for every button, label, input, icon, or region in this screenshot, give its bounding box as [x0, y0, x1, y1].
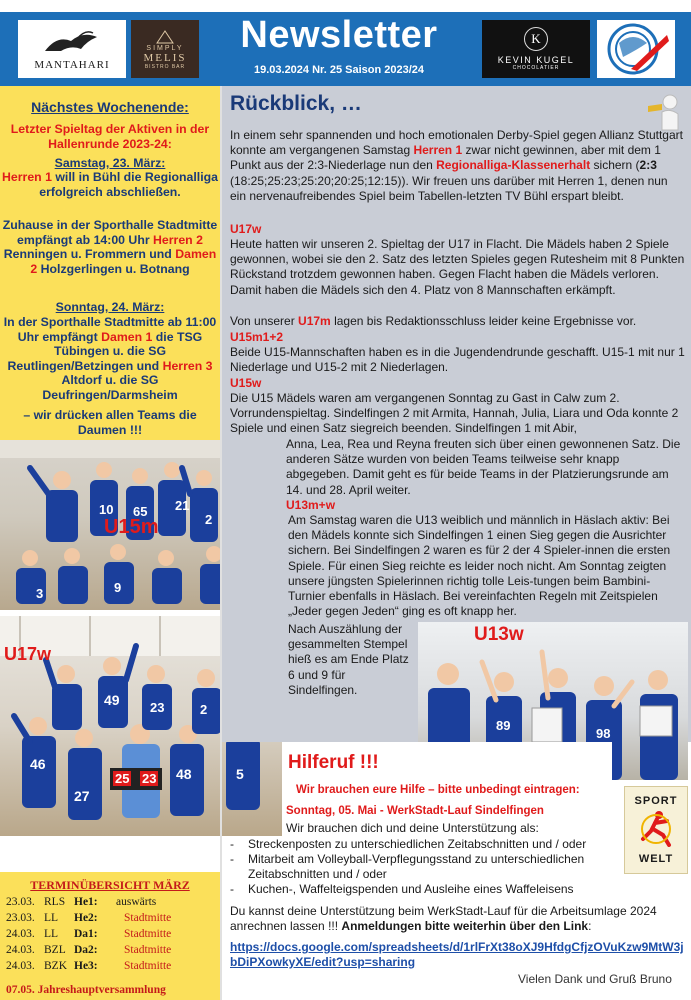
schedule-date: 24.03.	[6, 928, 35, 940]
herren2-label: Herren 2	[153, 232, 203, 247]
sport-logo-bottom: WELT	[638, 853, 674, 865]
newsletter-header	[0, 12, 691, 86]
score-card: 25	[115, 771, 130, 786]
jersey-number: 3	[36, 586, 44, 601]
sat-home-a: Zuhause in der Sporthalle Stadtmitte empfängt ab 14:00 Uhr	[2, 218, 218, 247]
help-bullet-text: Streckenposten zu unterschiedlichen Zeitabschnitten und / oder	[248, 837, 587, 851]
note-a: Du kannst deine Unterstützung beim WerkStadt-Lauf für die Arbeitsumlage 2024 anrechnen lassen !!!	[230, 904, 657, 933]
saturday-heading: Samstag, 23. März:	[54, 156, 166, 170]
jersey-number: 10	[99, 502, 114, 517]
sat-home-c: Holzgerlingen u. Botnang	[37, 261, 190, 276]
u13-review: Am Samstag waren die U13 weiblich und männlich in Häslach aktiv: Bei den Mädels konnte sich Sindelfingen 1 einen Sieg gegen die Ausrichter sichern. Bei Sindelfingen 2 waren es für 2 der 4 Spieler-innen die ersten Spiele. Für einen Sieg reichte es leider noch nicht. Am Sonntag zeigten unsere jüngsten Spielerinnen richtig tolle Leis-tungen beim Bambini-Turnier ebenfalls in Häslach. Bei vereinfachten Regeln mit Zeitspielen „Jeder gegen Jeden“ ging es oft knapp her.	[288, 513, 671, 619]
simply-melis-logo	[131, 20, 199, 78]
sat-home-b: Renningen u. Frommern und	[3, 247, 176, 262]
mantahari-logo-text: MANTAHARI	[34, 59, 110, 71]
schedule-league: LL	[44, 928, 59, 940]
schedule-venue: Stadtmitte	[124, 912, 172, 924]
jersey-number: 23	[150, 700, 165, 715]
jersey-number: 89	[496, 718, 511, 733]
saturday-home-text	[2, 218, 218, 276]
simply-melis-line2: MELIS	[143, 51, 187, 64]
runner-icon	[637, 809, 675, 847]
cheer-text: – wir drücken allen Teams die Daumen !!!	[23, 408, 197, 437]
sun-b: die TSG Tübingen u. die SG Reutlingen/Betzingen und	[7, 329, 203, 373]
weekend-heading: Nächstes Wochenende:	[31, 99, 189, 115]
jersey-number: 65	[133, 504, 148, 519]
damen2-label: Damen 2	[30, 247, 217, 276]
newsletter-title: Newsletter	[240, 14, 438, 56]
jersey-number: 49	[104, 692, 120, 708]
p1-a: In einem sehr spannenden und hoch emotionalen Derby-Spiel gegen Allianz Stuttgart konnte am vergangenen Samstag	[230, 128, 683, 158]
u15w-review-part1: Die U15 Mädels waren am vergangenen Sonntag zu Gast in Calw zum 2. Vorrundenspieltag. Sindelfingen 2 mit Armita, Hannah, Julia, Liara und Oda konnte 2 Spiele und einen Satz siegreich beenden. Sindelfingen 1 mit Abir,	[230, 391, 679, 436]
u17m-review	[230, 314, 686, 329]
simply-melis-line1: SIMPLY	[146, 44, 184, 52]
sunday-text	[2, 315, 218, 403]
signup-link[interactable]: https://docs.google.com/spreadsheets/d/1rlFrXt38oXJ9HfdgCfjzOVuKzw9MtW3jbDiPXowkyXE/edit?usp=sharing	[230, 940, 684, 969]
bullet-dash: -	[230, 852, 234, 866]
schedule-team: He2:	[74, 912, 98, 924]
help-call-subtitle: Wir brauchen eure Hilfe – bitte unbedingt eintragen:	[296, 784, 580, 796]
newsletter-issue: 19.03.2024 Nr. 25 Saison 2023/24	[253, 64, 425, 76]
u17w-caption: U17w	[4, 644, 52, 664]
p1-b: zwar nicht gewinnen, aber mit dem 1 Punkt aus der 2:3-Niederlage nun den	[230, 143, 661, 173]
help-call-note	[230, 904, 685, 934]
help-call-event: Sonntag, 05. Mai - WerkStadt-Lauf Sindelfingen	[286, 805, 544, 817]
p1-d: (18:25;25:23;25:20;20:25;12:15)). Wir freuen uns darüber mit Herren 1, denen nun ein nervenaufreibendes Spiel beim Tabellen-letzten TV Bühl erspart bleibt.	[230, 173, 668, 203]
schedule-team: Da2:	[74, 944, 98, 956]
vsg-crest-icon	[601, 21, 671, 77]
jersey-number: 9	[114, 580, 122, 595]
club-logo	[597, 20, 675, 78]
simply-melis-line3: BISTRO BAR	[144, 63, 186, 70]
schedule-panel	[0, 872, 220, 1000]
sun-a: In der Sporthalle Stadtmitte ab 11:00 Uhr empfängt	[3, 315, 217, 344]
u13w-caption: U13w	[474, 624, 524, 645]
bullet-dash: -	[230, 837, 234, 851]
review-title: Rückblick, …	[230, 92, 362, 115]
kugel-sub: CHOCOLATIER	[512, 65, 560, 71]
schedule-venue: Stadtmitte	[124, 928, 172, 940]
schedule-row	[6, 928, 220, 942]
p1-c: sichern (	[590, 158, 640, 173]
herren3-label: Herren 3	[162, 358, 213, 373]
schedule-title: TERMINÜBERSICHT MÄRZ	[30, 878, 190, 892]
schedule-row	[6, 960, 220, 974]
note-bold: Anmeldungen bitte weiterhin über den Link	[341, 919, 589, 933]
help-bullet-text: Kuchen-, Waffelteigspenden und Ausleihe eines Waffeleisens	[248, 882, 574, 896]
schedule-league: BZK	[44, 960, 67, 972]
u15w-heading: U15w	[230, 376, 262, 390]
p1-herren1: Herren 1	[413, 143, 463, 158]
saturday-herren1-text	[2, 170, 218, 199]
jersey-number: 21	[175, 498, 190, 513]
jersey-number: 2	[200, 702, 208, 717]
note-b: :	[588, 919, 592, 933]
schedule-venue: auswärts	[116, 896, 157, 908]
sport-logo-top: SPORT	[634, 795, 678, 807]
bullet-dash: -	[230, 882, 234, 896]
schedule-league: BZL	[44, 944, 66, 956]
schedule-row	[6, 896, 220, 910]
jersey-number: 48	[176, 766, 192, 782]
jersey-number: 2	[205, 512, 213, 527]
signoff: Vielen Dank und Gruß Bruno	[518, 972, 672, 986]
last-matchday-note: Letzter Spieltag der Aktiven in der Hallenrunde 2023-24:	[10, 122, 210, 151]
herren1-label: Herren 1	[2, 170, 52, 184]
column-divider	[220, 86, 222, 1000]
help-call-intro: Wir brauchen dich und deine Unterstützung als:	[286, 821, 539, 835]
schedule-row	[6, 944, 220, 958]
schedule-date: 23.03.	[6, 896, 35, 908]
jersey-number: 98	[596, 726, 611, 741]
u15m-heading: U15m1+2	[230, 330, 284, 344]
schedule-team: He1:	[74, 896, 98, 908]
help-call-title: Hilferuf !!!	[288, 752, 379, 773]
kevin-kugel-logo	[482, 20, 590, 78]
u17m-label: U17m	[298, 314, 331, 328]
kugel-name: KEVIN KUGEL	[497, 55, 575, 65]
sport-welt-logo	[624, 786, 688, 874]
sun-c: Altdorf u. die SG Deufringen/Darmsheim	[42, 373, 178, 402]
u13-result: Nach Auszählung der gesammelten Stempel hieß es am Ende Platz 6 und 9 für Sindelfingen.	[288, 622, 409, 697]
u13-heading: U13m+w	[286, 498, 336, 512]
schedule-venue: Stadtmitte	[124, 944, 172, 956]
mantahari-logo	[18, 20, 126, 78]
u15m-review: Beide U15-Mannschaften haben es in die Jugendendrunde geschafft. U15-1 mit nur 1 Niederlage und U15-2 mit 2 Niederlagen.	[230, 345, 685, 375]
schedule-date: 23.03.	[6, 912, 35, 924]
u17w-review: Heute hatten wir unseren 2. Spieltag der U17 in Flacht. Die Mädels haben 2 Spiele gewonnen, wobei sie den 2. Satz des letzten Spieles gegen Rutesheim mit 8 Punkten Rückstand trotzdem gewonnen haben. Gegen Flacht haben die Mädels verloren. Damit haben die Mädels sich den 4. Platz von 8 Mannschaften erkämpft.	[230, 237, 685, 297]
schedule-team: He3:	[74, 960, 98, 972]
help-bullet-text: Mitarbeit am Volleyball-Verpflegungsstand zu unterschiedlichen Zeitabschnitten und / oder	[248, 852, 585, 881]
annual-meeting-date: 07.05. Jahreshauptversammlung	[6, 984, 166, 996]
jersey-number: 27	[74, 788, 90, 804]
damen1-label: Damen 1	[101, 329, 153, 344]
u17m-a: Von unserer	[230, 314, 299, 328]
schedule-row	[6, 912, 220, 926]
jersey-number: 5	[236, 766, 244, 782]
schedule-league: RLS	[44, 896, 66, 908]
u17m-b: lagen bis Redaktionsschluss leider keine Ergebnisse vor.	[330, 314, 637, 328]
kugel-mark: K	[524, 27, 548, 51]
herren1-review	[230, 128, 686, 204]
bird-icon	[37, 27, 107, 57]
sunday-heading: Sonntag, 24. März:	[55, 300, 165, 314]
u17w-heading: U17w	[230, 222, 262, 236]
herren1-text: will in Bühl die Regionalliga erfolgreich abschließen.	[39, 170, 218, 199]
schedule-team: Da1:	[74, 928, 98, 940]
p1-klassenerhalt: Regionalliga-Klassenerhalt	[436, 158, 591, 173]
score-card: 23	[142, 771, 157, 786]
leaf-icon	[155, 29, 175, 45]
schedule-venue: Stadtmitte	[124, 960, 172, 972]
schedule-date: 24.03.	[6, 944, 35, 956]
schedule-date: 24.03.	[6, 960, 35, 972]
schedule-league: LL	[44, 912, 59, 924]
p1-score: 2:3	[639, 158, 657, 173]
u15m-caption: U15m	[104, 516, 159, 538]
u15w-review-part2: Anna, Lea, Rea und Reyna freuten sich über einen gewonnenen Satz. Die anderen Sätze wurden von beiden Teams teilweise sehr knapp abgegeben. Damit geht es für beide Teams in der Platzierungsrunde am 14. und 28. April weiter.	[286, 437, 681, 497]
jersey-number: 46	[30, 756, 46, 772]
